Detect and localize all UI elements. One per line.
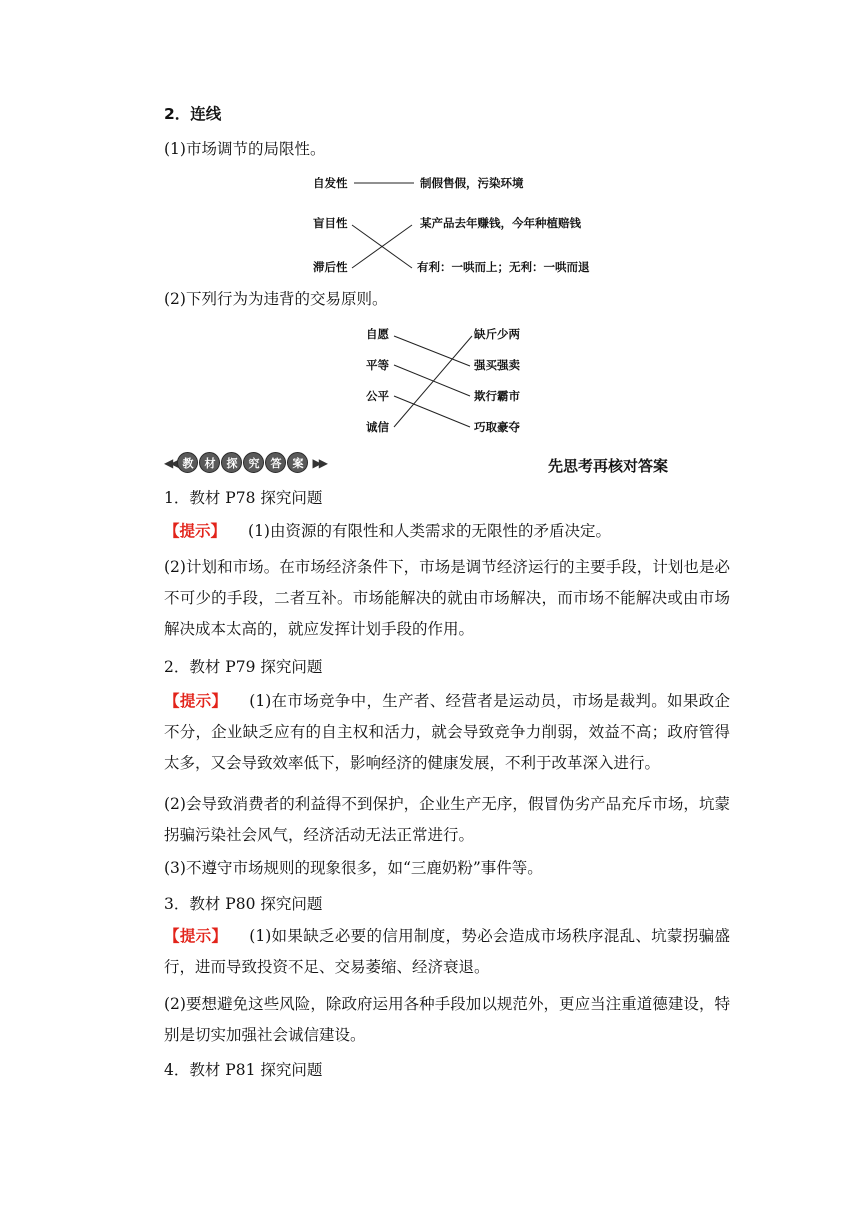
section-heading: 2．连线: [164, 105, 222, 123]
hint-label: 【提示】: [164, 927, 228, 945]
answer-paragraph: (1)由资源的有限性和人类需求的无限性的矛盾决定。: [248, 522, 611, 540]
diagram2-left-item: 平等: [366, 358, 389, 372]
diagram2-right-item: 缺斤少两: [474, 327, 520, 341]
diagram2-right-item: 欺行霸市: [474, 389, 520, 403]
answer-heading: 2．教材 P79 探究问题: [164, 658, 323, 676]
answer-paragraph: (1)如果缺乏必要的信用制度，势必会造成市场秩序混乱、坑蒙拐骗盛行，进而导致投资不足、交易萎缩、经济衰退。: [164, 927, 730, 976]
answer-heading: 1．教材 P78 探究问题: [164, 489, 323, 507]
diagram1-right-item: 某产品去年赚钱，今年种植赔钱: [420, 216, 581, 230]
banner-note: 先思考再核对答案: [548, 457, 669, 475]
banner-char: 究: [243, 452, 264, 473]
diagram2-left-item: 公平: [366, 389, 389, 403]
subsection-title: (2)下列行为为违背的交易原则。: [164, 290, 388, 308]
connector-line: [394, 336, 472, 427]
answer-banner: [164, 452, 325, 473]
hint-label: 【提示】: [164, 522, 227, 540]
banner-char: 探: [221, 452, 242, 473]
diagram1-left-item: 盲目性: [313, 216, 348, 230]
banner-char: 材: [199, 452, 220, 473]
answer-paragraph: (2)会导致消费者的利益得不到保护，企业生产无序，假冒伪劣产品充斥市场，坑蒙拐骗污染社会风气，经济活动无法正常进行。: [164, 795, 730, 844]
answer-heading: 4．教材 P81 探究问题: [164, 1061, 323, 1079]
connector-line: [394, 396, 470, 427]
connector-line: [394, 365, 470, 396]
subsection-title: (1)市场调节的局限性。: [164, 140, 326, 158]
answer-block: [164, 686, 730, 779]
answer-paragraph: (2)要想避免这些风险，除政府运用各种手段加以规范外，更应当注重道德建设，特别是切实加强社会诚信建设。: [164, 995, 730, 1044]
answer-line: [164, 521, 611, 541]
answer-paragraph: (2)计划和市场。在市场经济条件下，市场是调节经济运行的主要手段，计划也是必不可少的手段，二者互补。市场能解决的就由市场解决，而市场不能解决或由市场解决成本太高的，就应发挥计划手段的作用。: [164, 558, 730, 638]
banner-char: 案: [287, 452, 308, 473]
diagram1-left-item: 自发性: [313, 176, 348, 190]
diagram1-right-item: 制假售假，污染环境: [420, 176, 524, 190]
answer-block: [164, 921, 730, 983]
diagram2-left-item: 诚信: [366, 420, 389, 434]
answer-paragraph: (1)在市场竞争中，生产者、经营者是运动员，市场是裁判。如果政企不分，企业缺乏应有的自主权和活力，就会导致竞争力削弱，效益不高；政府管得太多，又会导致效率低下，影响经济的健康发展，不利于改革深入进行。: [164, 692, 730, 772]
diagram2-right-item: 巧取豪夺: [474, 420, 520, 434]
diagram1-left-item: 滞后性: [313, 260, 348, 274]
double-left-arrow-icon: ◀◀: [164, 455, 177, 470]
hint-label: 【提示】: [164, 692, 228, 710]
banner-char: 答: [265, 452, 286, 473]
diagram1-right-item: 有利：一哄而上；无利：一哄而退: [417, 260, 590, 274]
answer-heading: 3．教材 P80 探究问题: [164, 895, 323, 913]
banner-char: 教: [177, 452, 198, 473]
diagram2-right-item: 强买强卖: [474, 358, 520, 372]
answer-paragraph: (3)不遵守市场规则的现象很多，如“三鹿奶粉”事件等。: [164, 859, 543, 877]
double-right-arrow-icon: ▶▶: [312, 455, 325, 470]
diagram2-left-item: 自愿: [366, 327, 389, 341]
